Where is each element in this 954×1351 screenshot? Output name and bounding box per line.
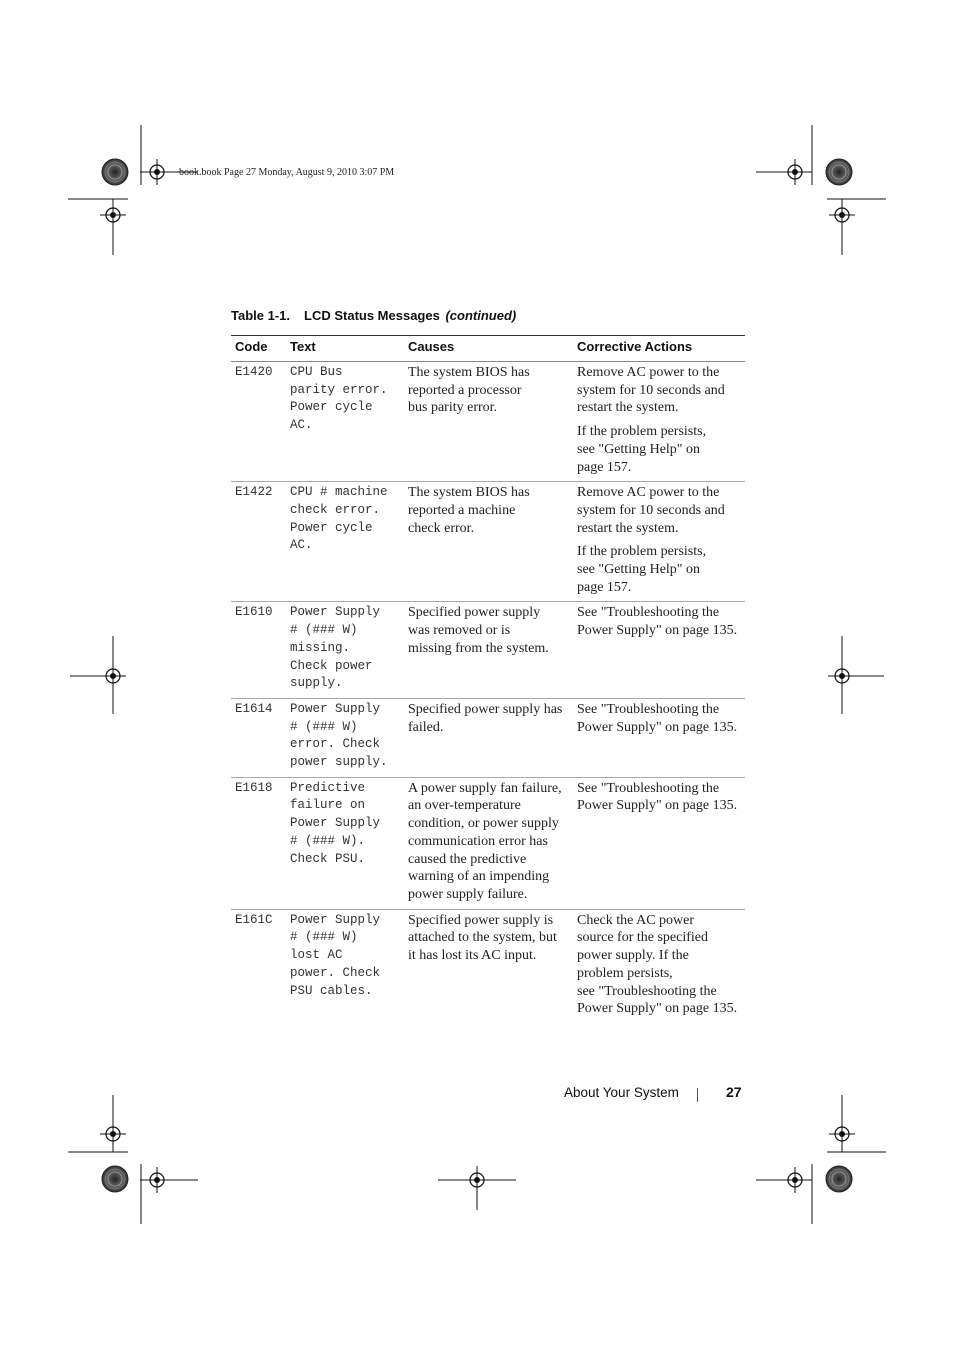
table-caption bbox=[231, 308, 516, 323]
causes-line: Specified power supply is bbox=[408, 912, 554, 928]
text-line: parity error. bbox=[290, 382, 388, 397]
action-paragraph bbox=[577, 423, 741, 476]
footer-separator bbox=[697, 1088, 698, 1102]
print-slug: book.book Page 27 Monday, August 9, 2010 3:07 PM bbox=[179, 167, 395, 178]
table-body bbox=[231, 362, 745, 1023]
cell-code: E1610 bbox=[231, 602, 286, 699]
causes-line: Specified power supply has bbox=[408, 701, 563, 717]
table-row bbox=[231, 909, 745, 1023]
text-line: PSU cables. bbox=[290, 983, 373, 998]
text-line: Check PSU. bbox=[290, 851, 366, 866]
table-row bbox=[231, 698, 745, 777]
action-paragraph bbox=[577, 912, 741, 1018]
causes-line: condition, or power supply bbox=[408, 816, 559, 832]
causes-line: missing from the system. bbox=[408, 640, 549, 656]
header-text: Text bbox=[286, 336, 404, 362]
causes-line: power supply failure. bbox=[408, 886, 528, 902]
action-line: Power Supply" on page 135. bbox=[577, 719, 738, 735]
cell-code: E1614 bbox=[231, 698, 286, 777]
action-line: If the problem persists, bbox=[577, 544, 707, 560]
causes-line: warning of an impending bbox=[408, 869, 550, 885]
cell-corrective-actions bbox=[573, 698, 745, 777]
action-line: see "Getting Help" on bbox=[577, 562, 701, 578]
table-continued-note: (continued) bbox=[445, 308, 517, 323]
action-paragraph bbox=[577, 780, 741, 815]
cell-code: E1420 bbox=[231, 362, 286, 482]
cell-corrective-actions bbox=[573, 482, 745, 602]
action-paragraph bbox=[577, 364, 741, 417]
cell-text bbox=[286, 909, 404, 1023]
action-line: See "Troubleshooting the bbox=[577, 780, 720, 796]
causes-line: attached to the system, but bbox=[408, 930, 557, 946]
table-number: Table 1-1. bbox=[231, 308, 291, 323]
text-line: AC. bbox=[290, 418, 313, 433]
cell-causes bbox=[404, 482, 573, 602]
action-line: power supply. If the bbox=[577, 948, 689, 964]
table-row bbox=[231, 482, 745, 602]
action-line: page 157. bbox=[577, 459, 632, 475]
cell-text bbox=[286, 698, 404, 777]
cell-corrective-actions bbox=[573, 602, 745, 699]
action-line: restart the system. bbox=[577, 400, 679, 416]
cell-causes bbox=[404, 777, 573, 909]
cell-text bbox=[286, 362, 404, 482]
cell-text bbox=[286, 602, 404, 699]
cell-text bbox=[286, 777, 404, 909]
text-line: CPU # machine bbox=[290, 485, 388, 500]
text-line: power. Check bbox=[290, 965, 381, 980]
action-line: system for 10 seconds and bbox=[577, 502, 725, 518]
causes-line: Specified power supply bbox=[408, 605, 541, 621]
action-line: see "Troubleshooting the bbox=[577, 983, 717, 999]
cell-corrective-actions bbox=[573, 362, 745, 482]
cell-causes bbox=[404, 698, 573, 777]
cell-causes bbox=[404, 909, 573, 1023]
causes-line: The system BIOS has bbox=[408, 485, 530, 501]
text-line: Power cycle bbox=[290, 520, 373, 535]
action-paragraph bbox=[577, 604, 741, 639]
action-line: source for the specified bbox=[577, 930, 708, 946]
table-row bbox=[231, 362, 745, 482]
text-line: Predictive bbox=[290, 780, 366, 795]
table-row bbox=[231, 777, 745, 909]
action-line: see "Getting Help" on bbox=[577, 441, 701, 457]
text-line: Power cycle bbox=[290, 400, 373, 415]
action-line: See "Troubleshooting the bbox=[577, 701, 720, 717]
text-line: error. Check bbox=[290, 737, 381, 752]
header-code: Code bbox=[231, 336, 286, 362]
lcd-status-table bbox=[231, 335, 745, 1023]
action-line: Remove AC power to the bbox=[577, 365, 720, 380]
action-line: system for 10 seconds and bbox=[577, 382, 725, 398]
causes-line: The system BIOS has bbox=[408, 365, 530, 380]
causes-line: reported a machine bbox=[408, 502, 516, 518]
text-line: # (### W) bbox=[290, 930, 358, 945]
text-line: Power Supply bbox=[290, 701, 381, 716]
action-line: If the problem persists, bbox=[577, 424, 707, 440]
text-line: missing. bbox=[290, 640, 351, 655]
text-line: power supply. bbox=[290, 755, 388, 770]
action-line: Power Supply" on page 135. bbox=[577, 1001, 738, 1017]
action-paragraph bbox=[577, 484, 741, 537]
action-line: problem persists, bbox=[577, 965, 673, 981]
causes-line: communication error has bbox=[408, 833, 548, 849]
action-line: See "Troubleshooting the bbox=[577, 605, 720, 621]
table-header-row bbox=[231, 336, 745, 362]
text-line: Check power bbox=[290, 658, 373, 673]
table-row bbox=[231, 602, 745, 699]
cell-text bbox=[286, 482, 404, 602]
action-line: Power Supply" on page 135. bbox=[577, 798, 738, 814]
action-line: page 157. bbox=[577, 579, 632, 595]
action-line: restart the system. bbox=[577, 520, 679, 536]
causes-line: it has lost its AC input. bbox=[408, 948, 537, 964]
text-line: lost AC bbox=[290, 948, 343, 963]
action-paragraph bbox=[577, 543, 741, 596]
text-line: check error. bbox=[290, 502, 381, 517]
causes-line: bus parity error. bbox=[408, 400, 498, 416]
text-line: Power Supply bbox=[290, 816, 381, 831]
action-paragraph bbox=[577, 701, 741, 736]
text-line: CPU Bus bbox=[290, 365, 343, 379]
cell-code: E161C bbox=[235, 912, 273, 927]
text-line: supply. bbox=[290, 676, 343, 691]
causes-line: reported a processor bbox=[408, 382, 522, 398]
text-line: # (### W). bbox=[290, 833, 366, 848]
causes-line: was removed or is bbox=[408, 623, 511, 639]
causes-line: check error. bbox=[408, 520, 475, 536]
cell-code: E1618 bbox=[231, 777, 286, 909]
cell-causes bbox=[404, 602, 573, 699]
header-causes: Causes bbox=[404, 336, 573, 362]
causes-line: A power supply fan failure, bbox=[408, 780, 562, 796]
action-line: Check the AC power bbox=[577, 912, 695, 928]
causes-line: failed. bbox=[408, 719, 444, 735]
action-line: Remove AC power to the bbox=[577, 485, 720, 501]
cell-causes bbox=[404, 362, 573, 482]
text-line: Power Supply bbox=[290, 605, 381, 620]
table-title: LCD Status Messages bbox=[304, 308, 440, 323]
text-line: Power Supply bbox=[290, 912, 381, 927]
text-line: failure on bbox=[290, 798, 366, 813]
text-line: # (### W) bbox=[290, 623, 358, 638]
cell-code: E1422 bbox=[231, 482, 286, 602]
causes-line: an over-temperature bbox=[408, 798, 521, 814]
text-line: # (### W) bbox=[290, 719, 358, 734]
causes-line: caused the predictive bbox=[408, 851, 527, 867]
cell-corrective-actions bbox=[573, 777, 745, 909]
cell-corrective-actions bbox=[573, 909, 745, 1023]
header-corrective-actions: Corrective Actions bbox=[573, 336, 745, 362]
text-line: AC. bbox=[290, 538, 313, 553]
action-line: Power Supply" on page 135. bbox=[577, 623, 738, 639]
page-number: 27 bbox=[726, 1084, 742, 1100]
footer-section-title: About Your System bbox=[564, 1085, 679, 1100]
